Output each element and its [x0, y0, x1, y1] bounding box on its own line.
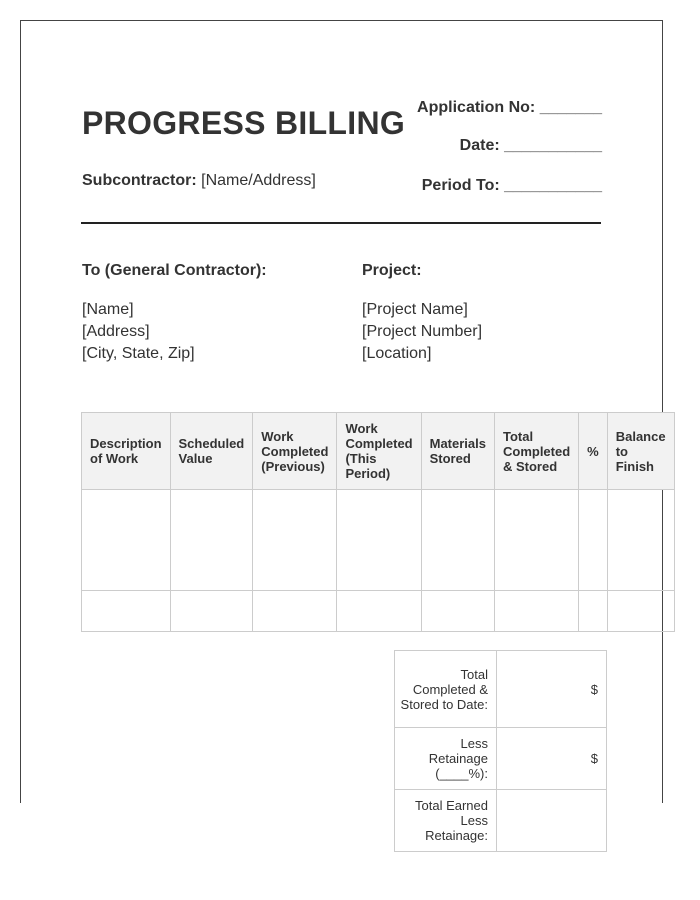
- to-city-state-zip: [City, State, Zip]: [82, 345, 195, 362]
- project-number: [Project Number]: [362, 323, 483, 340]
- col-materials-stored: Materials Stored: [421, 413, 494, 490]
- table-cell[interactable]: [607, 591, 674, 632]
- table-header-row: [82, 413, 675, 490]
- totals-row: [395, 728, 607, 790]
- to-address: [Address]: [82, 323, 150, 340]
- total-earned-label: Total Earned Less Retainage:: [395, 790, 497, 852]
- table-cell[interactable]: [421, 490, 494, 591]
- to-heading: To (General Contractor):: [82, 262, 267, 279]
- subcontractor-label: Subcontractor:: [82, 172, 197, 189]
- totals-row: [395, 651, 607, 728]
- subcontractor-value: [Name/Address]: [201, 172, 316, 189]
- table-cell[interactable]: [253, 591, 337, 632]
- table-cell[interactable]: [170, 490, 253, 591]
- subcontractor-line: [82, 172, 316, 190]
- table-cell[interactable]: [82, 591, 171, 632]
- table-cell[interactable]: [607, 490, 674, 591]
- table-row: [82, 490, 675, 591]
- project-heading: Project:: [362, 262, 422, 279]
- application-no-field[interactable]: Application No: _______: [417, 99, 602, 116]
- col-total-completed-stored: Total Completed & Stored: [494, 413, 578, 490]
- period-to-field[interactable]: Period To: ___________: [421, 177, 602, 194]
- project-name: [Project Name]: [362, 301, 468, 318]
- col-scheduled-value: Scheduled Value: [170, 413, 253, 490]
- table-cell[interactable]: [421, 591, 494, 632]
- billing-document: [20, 20, 666, 843]
- table-cell[interactable]: [579, 490, 608, 591]
- table-row: [82, 591, 675, 632]
- table-cell[interactable]: [494, 591, 578, 632]
- less-retainage-value[interactable]: $: [497, 728, 607, 790]
- less-retainage-label: Less Retainage (____%):: [395, 728, 497, 790]
- total-earned-value[interactable]: [497, 790, 607, 852]
- total-completed-value[interactable]: $: [497, 651, 607, 728]
- project-location: [Location]: [362, 345, 432, 362]
- document-title: PROGRESS BILLING: [82, 105, 406, 141]
- col-work-completed-this-period: Work Completed (This Period): [337, 413, 421, 490]
- totals-table: [394, 650, 607, 852]
- table-cell[interactable]: [253, 490, 337, 591]
- project-block: [362, 299, 482, 365]
- table-cell[interactable]: [337, 591, 421, 632]
- to-name: [Name]: [82, 301, 134, 318]
- date-field[interactable]: Date: ___________: [459, 137, 602, 154]
- table-cell[interactable]: [337, 490, 421, 591]
- work-items-table: [81, 412, 675, 632]
- table-cell[interactable]: [170, 591, 253, 632]
- col-balance-to-finish: Balance to Finish: [607, 413, 674, 490]
- col-work-completed-previous: Work Completed (Previous): [253, 413, 337, 490]
- col-percent: %: [579, 413, 608, 490]
- table-cell[interactable]: [579, 591, 608, 632]
- col-description: Description of Work: [82, 413, 171, 490]
- table-cell[interactable]: [494, 490, 578, 591]
- header-divider: [81, 222, 601, 224]
- totals-row: [395, 790, 607, 852]
- total-completed-label: Total Completed & Stored to Date:: [395, 651, 497, 728]
- to-address-block: [82, 299, 195, 365]
- table-cell[interactable]: [82, 490, 171, 591]
